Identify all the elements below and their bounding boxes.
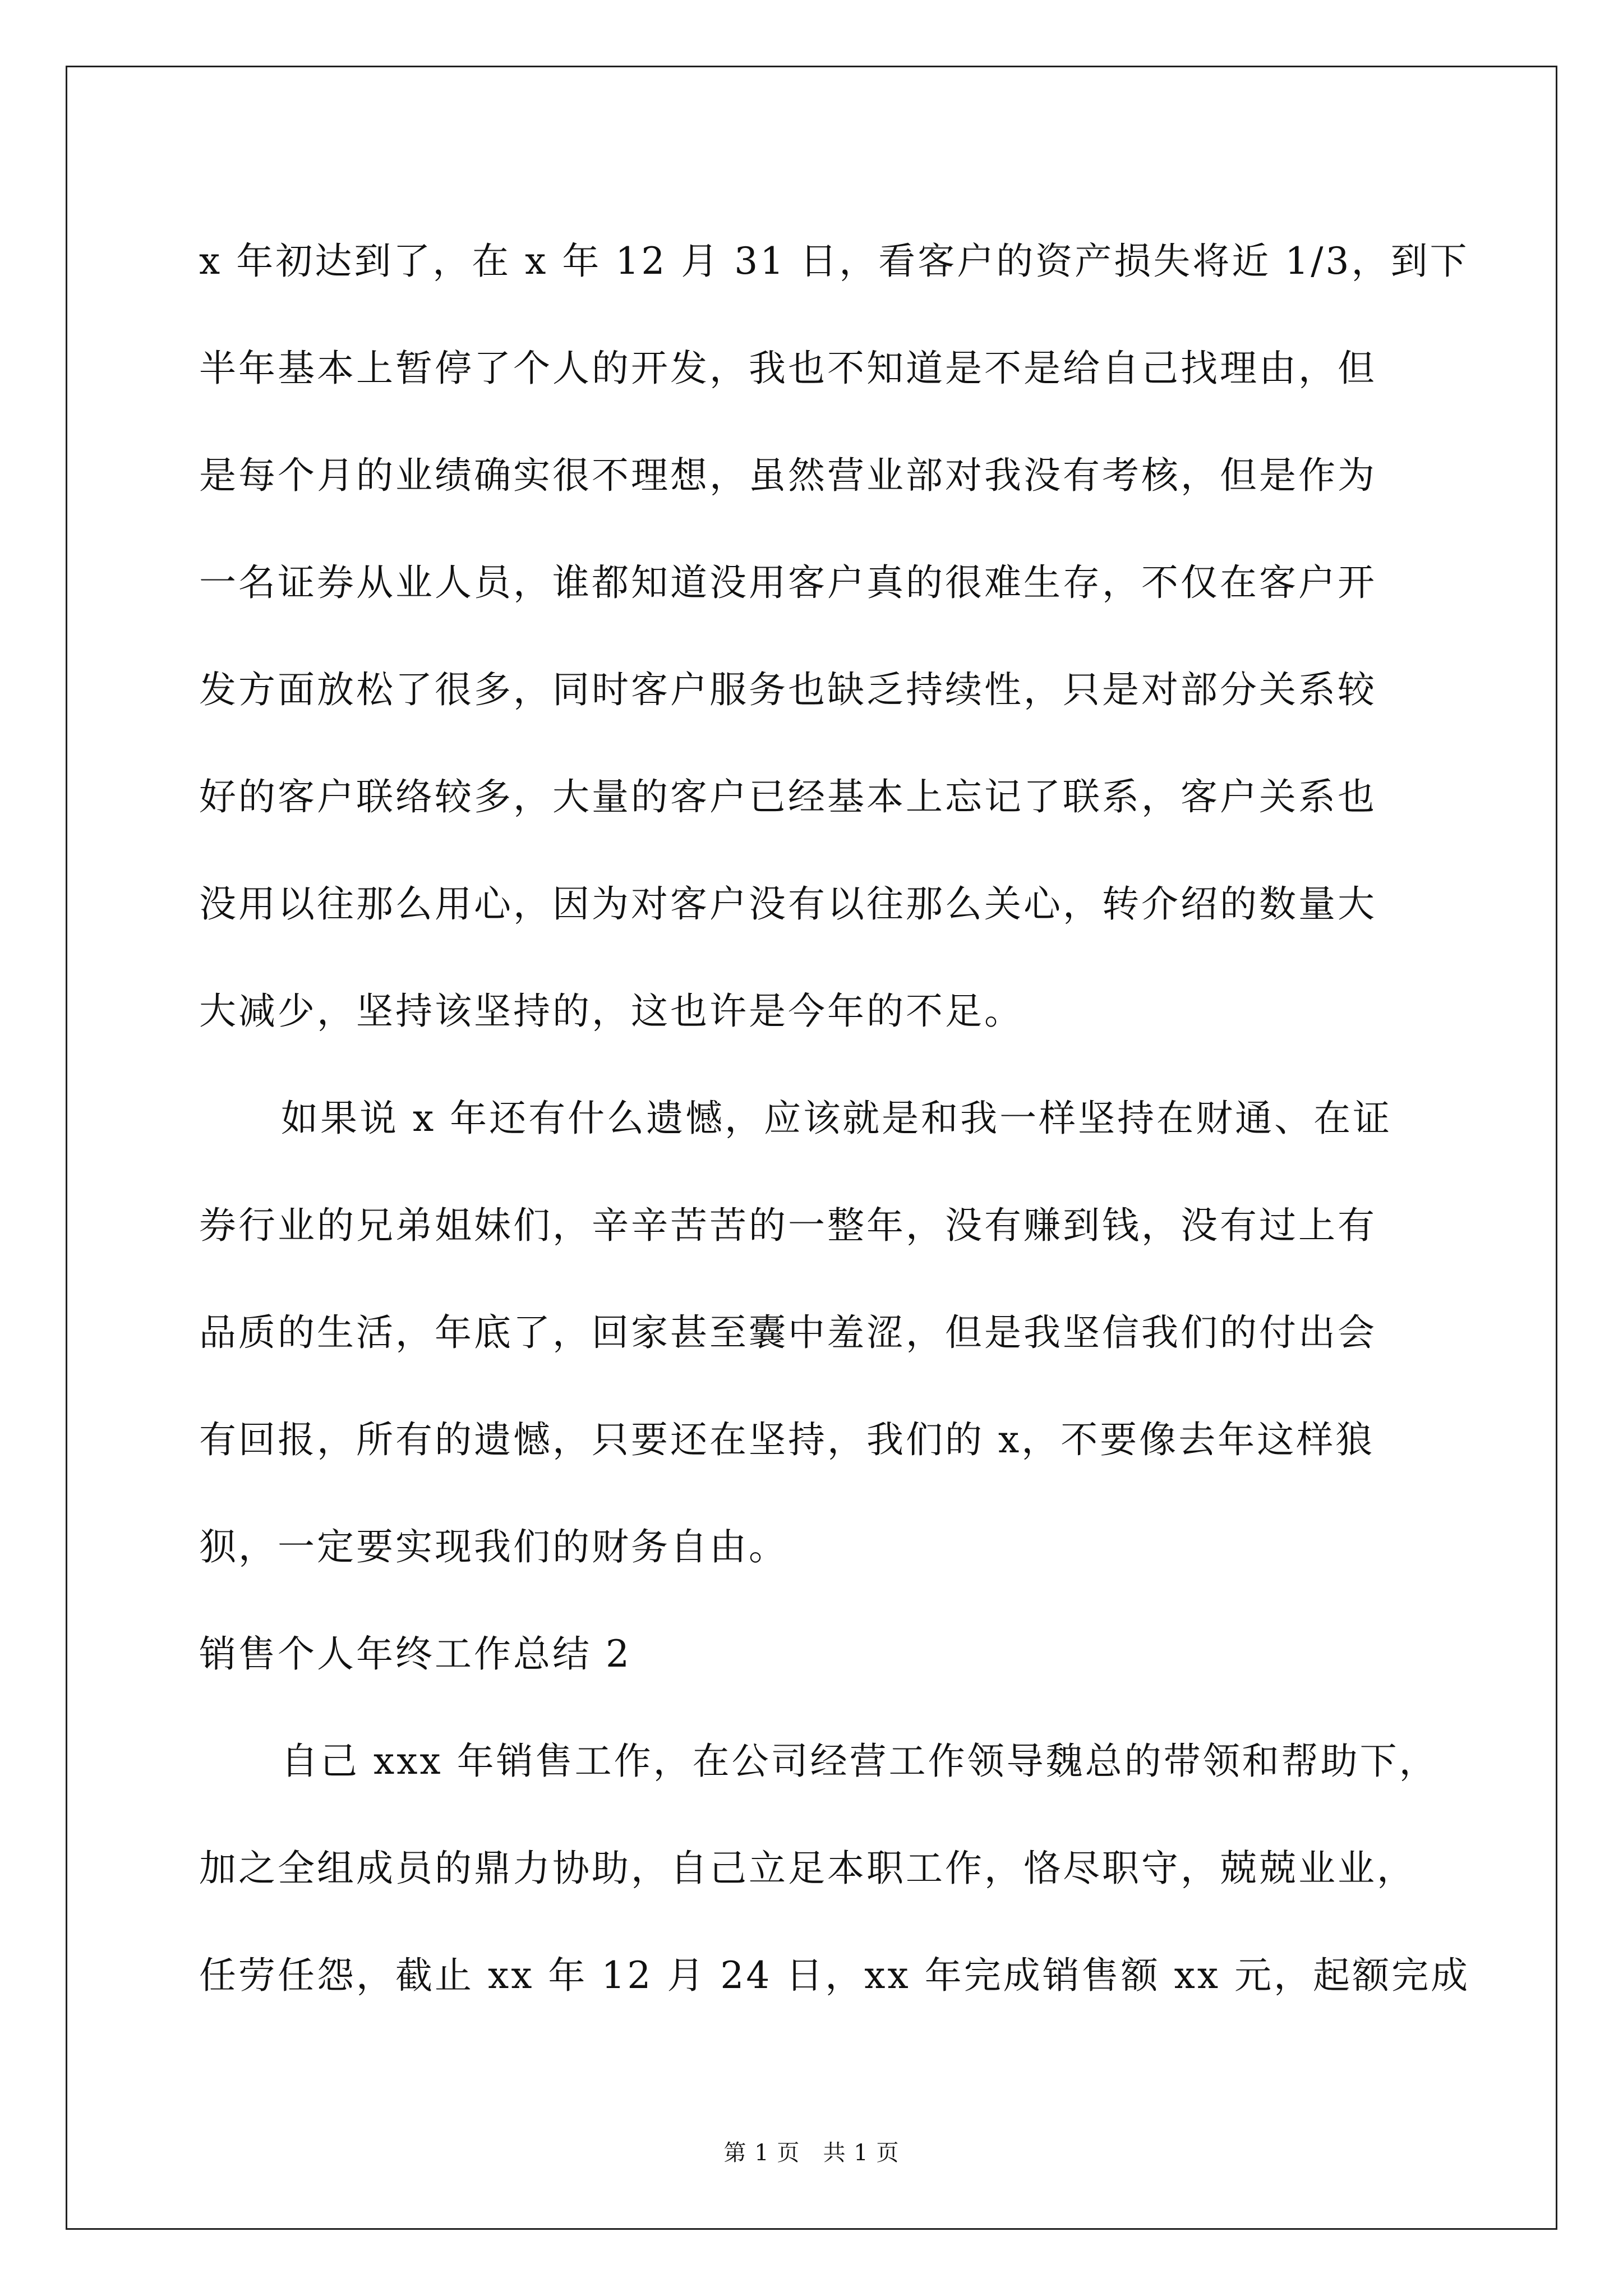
text-line: 半年基本上暂停了个人的开发，我也不知道是不是给自己找理由，但 — [199, 347, 1377, 390]
text-line: 券行业的兄弟姐妹们，辛辛苦苦的一整年，没有赚到钱，没有过上有 — [199, 1204, 1377, 1247]
page-footer: 第 1 页 共 1 页 — [723, 2140, 900, 2166]
text-line: 大减少，坚持该坚持的，这也许是今年的不足。 — [199, 990, 1023, 1033]
text-line: 任劳任怨，截止 xx 年 12 月 24 日，xx 年完成销售额 xx 元，起额完成 — [199, 1954, 1470, 1997]
section-heading: 销售个人年终工作总结 2 — [199, 1632, 631, 1676]
text-line: 品质的生活，年底了，回家甚至囊中羞涩，但是我坚信我们的付出会 — [199, 1311, 1377, 1354]
text-line: x 年初达到了，在 x 年 12 月 31 日，看客户的资产损失将近 1/3，到下 — [199, 240, 1469, 283]
text-line: 是每个月的业绩确实很不理想，虽然营业部对我没有考核，但是作为 — [199, 454, 1377, 497]
text-line: 狈，一定要实现我们的财务自由。 — [199, 1525, 788, 1568]
text-line: 有回报，所有的遗憾，只要还在坚持，我们的 x，不要像去年这样狼 — [199, 1418, 1375, 1461]
paragraph-start-line: 如果说 x 年还有什么遗憾，应该就是和我一样坚持在财通、在证 — [281, 1097, 1393, 1140]
text-line: 一名证券从业人员，谁都知道没用客户真的很难生存，不仅在客户开 — [199, 561, 1377, 604]
text-line: 没用以往那么用心，因为对客户没有以往那么关心，转介绍的数量大 — [199, 882, 1377, 926]
text-line: 好的客户联络较多，大量的客户已经基本上忘记了联系，客户关系也 — [199, 775, 1377, 818]
paragraph-start-line: 自己 xxx 年销售工作，在公司经营工作领导魏总的带领和帮助下， — [281, 1740, 1438, 1783]
document-body — [199, 208, 1470, 2029]
text-line: 发方面放松了很多，同时客户服务也缺乏持续性，只是对部分关系较 — [199, 668, 1377, 711]
text-line: 加之全组成员的鼎力协助，自己立足本职工作，恪尽职守，兢兢业业， — [199, 1847, 1416, 1890]
